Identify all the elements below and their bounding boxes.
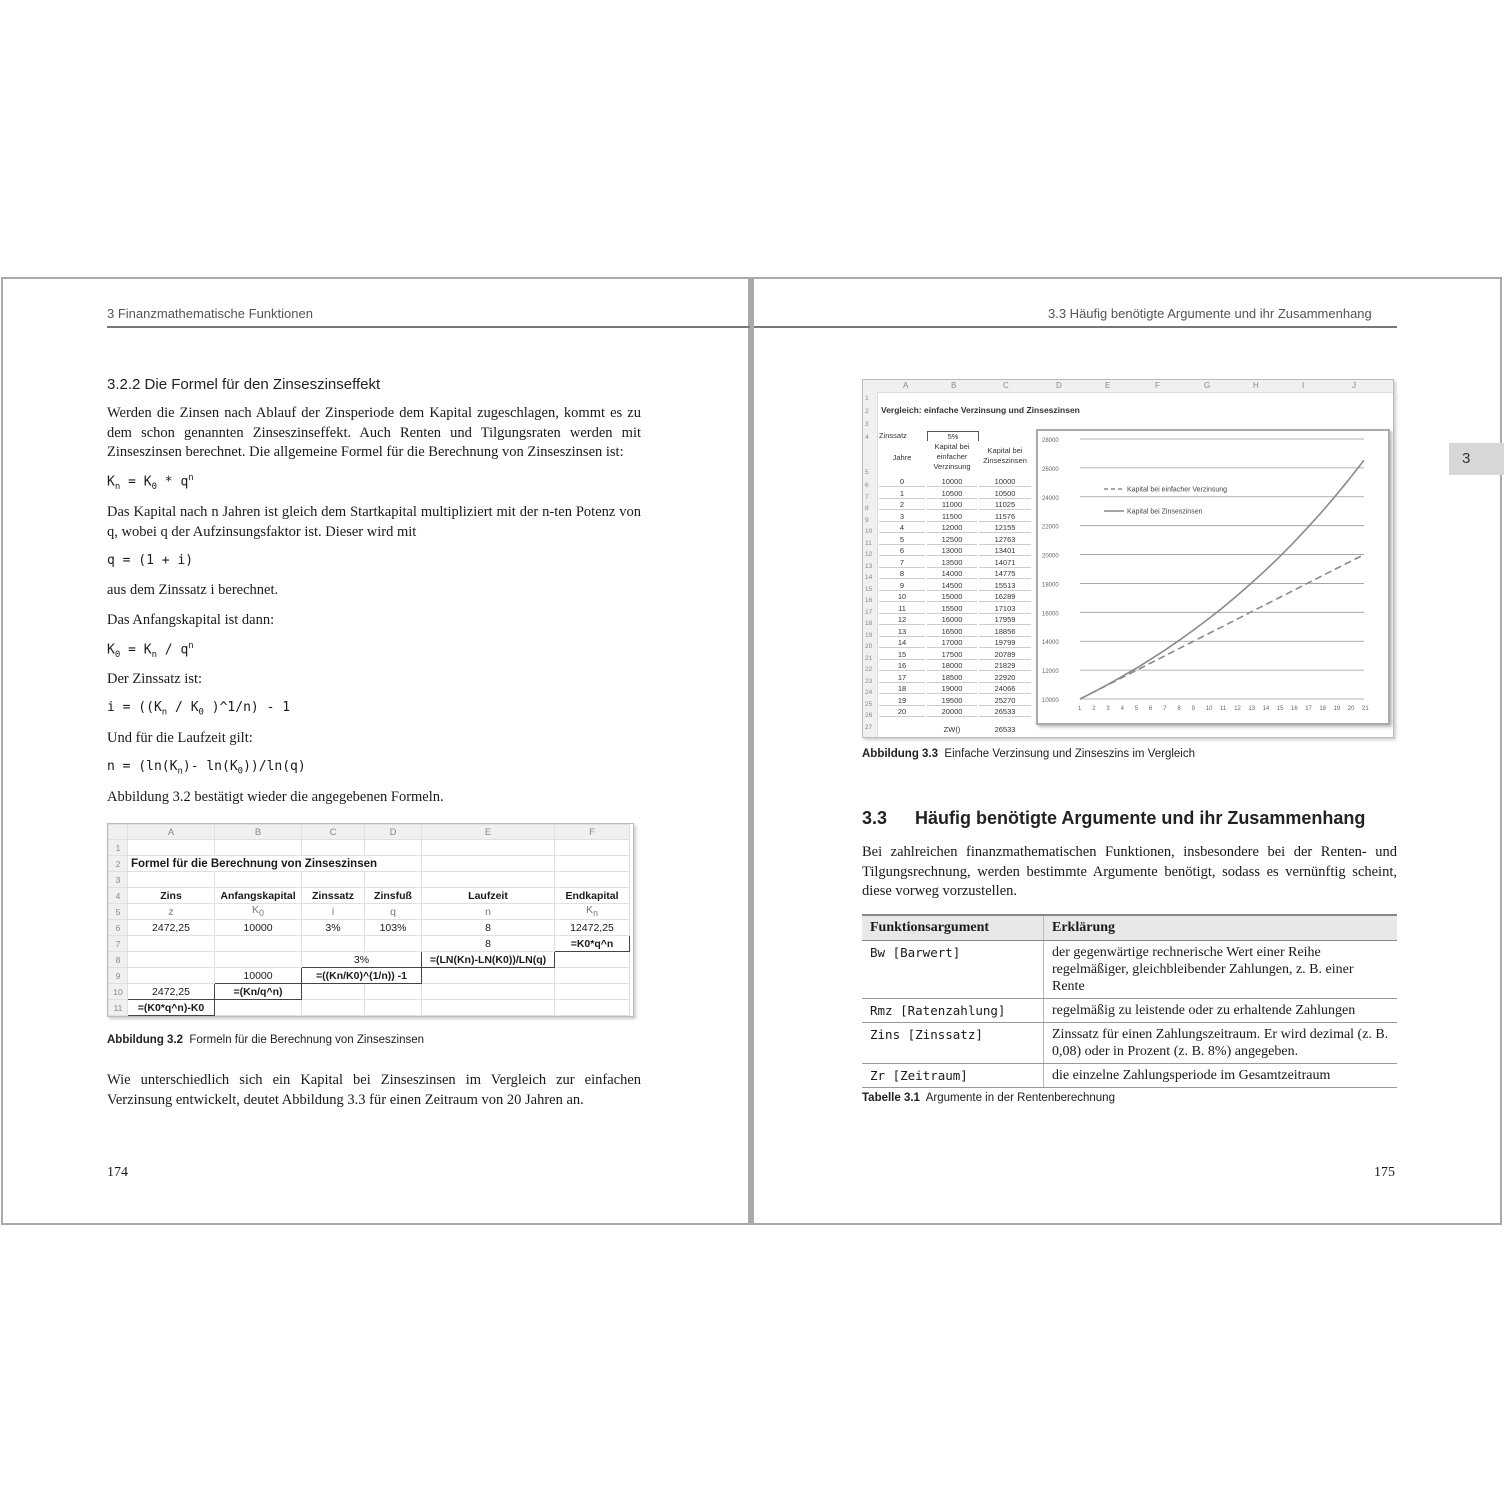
col-header: A bbox=[903, 381, 909, 390]
x-tick-label: 3 bbox=[1106, 706, 1110, 712]
table-cell: 19799 bbox=[979, 638, 1031, 648]
table-cell: 20000 bbox=[927, 707, 977, 717]
table-cell: 13 bbox=[879, 627, 925, 637]
table-cell: 18856 bbox=[979, 627, 1031, 637]
y-tick-label: 26000 bbox=[1042, 466, 1059, 473]
col-header: C bbox=[1003, 381, 1009, 390]
running-head-left: 3 Finanzmathematische Funktionen bbox=[107, 306, 313, 321]
y-tick-label: 16000 bbox=[1042, 611, 1059, 618]
table-cell: Rmz [Ratenzahlung] bbox=[862, 999, 1044, 1023]
symbol-cell: z bbox=[128, 904, 215, 920]
sheet-title: Vergleich: einfache Verzinsung und Zinseszinsen bbox=[881, 405, 1080, 415]
table-cell: 15000 bbox=[927, 592, 977, 602]
row-number: 20 bbox=[865, 643, 873, 650]
row-number: 25 bbox=[865, 700, 873, 708]
row-number: 23 bbox=[865, 677, 873, 685]
table-cell: 4 bbox=[879, 523, 925, 533]
table-cell: 22920 bbox=[979, 673, 1031, 683]
col-header: G bbox=[1204, 381, 1211, 390]
col-jahre: Jahre bbox=[892, 453, 912, 462]
x-tick-label: 15 bbox=[1276, 706, 1284, 712]
table-header: Funktionsargument bbox=[862, 915, 1044, 941]
x-tick-label: 4 bbox=[1120, 706, 1124, 712]
value-cell: 10000 bbox=[215, 920, 302, 936]
value-cell: 8 bbox=[422, 936, 555, 952]
table-cell: 14 bbox=[879, 638, 925, 648]
table-cell: 19 bbox=[879, 696, 925, 706]
x-tick-label: 6 bbox=[1149, 706, 1153, 712]
col-header: E bbox=[422, 825, 555, 840]
header-cell: Anfangskapital bbox=[215, 888, 302, 904]
section-heading-3-3: Häufig benötigte Argumente und ihr Zusammenhang bbox=[915, 808, 1366, 828]
table-cell: 13401 bbox=[979, 546, 1031, 556]
column-header-row bbox=[863, 380, 1393, 393]
legend-label: Kapital bei einfacher Verzinsung bbox=[1127, 486, 1228, 494]
table-cell: 24066 bbox=[979, 684, 1031, 694]
value-cell: 2472,25 bbox=[128, 984, 215, 1000]
symbol-cell: n bbox=[422, 904, 555, 920]
zinssatz-value: 5% bbox=[927, 431, 979, 441]
value-cell: 10000 bbox=[215, 968, 302, 984]
x-tick-label: 10 bbox=[1205, 706, 1213, 712]
header-cell: Zinssatz bbox=[302, 888, 365, 904]
formula-q: q = (1 + i) bbox=[107, 553, 194, 568]
x-tick-label: 14 bbox=[1262, 706, 1270, 712]
col-header: D bbox=[1056, 381, 1062, 390]
row-number: 5 bbox=[865, 469, 869, 476]
table-cell: 11025 bbox=[979, 500, 1031, 510]
col-header: I bbox=[1302, 381, 1305, 390]
formula-kn: $K_n = K_0 * q^n$ bbox=[107, 473, 194, 492]
spreadsheet-figure-3-2: A B C D E F 1 2 Formel für die Berechnung von Zinseszinsen 3 4 Zins Anfangskapital Zinssatz Zinsfuß Laufzeit Endkapital 5 z $K_0$ i q n $K_n$ 6 2472,25 10000 3% 103% 8 12472,25 7 8 =K0*q^n 8 3% =(LN(Kn)-LN(K0))/LN(q) 9 10000 =((Kn/K0)^(1/n)) -1 10 2472,25 =(Kn/q^n) 11 =(K0*q^n)-K0 bbox=[107, 823, 634, 1017]
figure-caption-3-2: Abbildung 3.2 Formeln für die Berechnung von Zinseszinsen bbox=[107, 1034, 425, 1046]
col-header: E bbox=[1105, 381, 1111, 390]
x-tick-label: 9 bbox=[1191, 706, 1195, 712]
row-number: 14 bbox=[865, 574, 873, 581]
table-cell: 18500 bbox=[927, 673, 977, 683]
table-cell: 13500 bbox=[927, 558, 977, 568]
table-cell: 15500 bbox=[927, 604, 977, 614]
table-cell: 12500 bbox=[927, 535, 977, 545]
table-cell: 25270 bbox=[979, 696, 1031, 706]
table-cell: 17000 bbox=[927, 638, 977, 648]
table-cell: die einzelne Zahlungsperiode im Gesamtzeitraum bbox=[1044, 1064, 1398, 1088]
y-tick-label: 20000 bbox=[1042, 553, 1059, 560]
row-number: 22 bbox=[865, 666, 873, 673]
col-header: J bbox=[1352, 381, 1356, 390]
value-cell: 103% bbox=[365, 920, 422, 936]
table-cell: 11000 bbox=[927, 500, 977, 510]
table-cell: 2 bbox=[879, 500, 925, 510]
table-cell: 20 bbox=[879, 707, 925, 717]
table-cell: 10 bbox=[879, 592, 925, 602]
row-number: 7 bbox=[865, 493, 869, 501]
value-cell: 12472,25 bbox=[555, 920, 630, 936]
chart-frame bbox=[1036, 429, 1390, 725]
y-tick-label: 28000 bbox=[1042, 438, 1059, 444]
table-cell: Bw [Barwert] bbox=[862, 941, 1044, 999]
table-cell: 6 bbox=[879, 546, 925, 556]
row-number: 19 bbox=[865, 631, 873, 639]
table-cell: 15 bbox=[879, 650, 925, 660]
table-cell: 20789 bbox=[979, 650, 1031, 660]
paragraph: Abbildung 3.2 bestätigt wieder die angegebenen Formeln. bbox=[107, 789, 444, 805]
row-number: 12 bbox=[865, 551, 873, 558]
formula-k0: $K_0 = K_n / q^n$ bbox=[107, 641, 194, 660]
paragraph: Werden die Zinsen nach Ablauf der Zinsperiode dem Kapital zugeschlagen, kommt es zu dem schon genannten Zinseszinseffekt. Auch Renten und Tilgungsraten werden mit Zinseszinsen berechnet. Die allgemeine Formel für die Berechnung von Zinseszinsen ist: bbox=[107, 405, 641, 460]
table-cell: 18000 bbox=[927, 661, 977, 671]
table-cell: Zr [Zeitraum] bbox=[862, 1064, 1044, 1088]
formula-cell: =(K0*q^n)-K0 bbox=[128, 1000, 215, 1016]
row-number: 6 bbox=[865, 482, 869, 489]
y-tick-label: 22000 bbox=[1042, 524, 1059, 531]
table-cell: 3 bbox=[879, 512, 925, 522]
y-tick-label: 12000 bbox=[1042, 669, 1059, 676]
section-heading-3-2-2: 3.2.2 Die Formel für den Zinseszinseffekt bbox=[107, 376, 381, 393]
table-cell: 1 bbox=[879, 489, 925, 499]
table-cell: 14071 bbox=[979, 558, 1031, 568]
x-tick-label: 2 bbox=[1092, 706, 1096, 712]
formula-cell: =K0*q^n bbox=[555, 936, 630, 952]
col-header: A bbox=[128, 825, 215, 840]
table-cell: 12155 bbox=[979, 523, 1031, 533]
value-cell: 8 bbox=[422, 920, 555, 936]
formula-i: $i = ((K_n / K_0$ )^1/n) - 1 bbox=[107, 700, 291, 718]
x-tick-label: 17 bbox=[1305, 706, 1312, 712]
paragraph: Und für die Laufzeit gilt: bbox=[107, 730, 253, 746]
x-tick-label: 20 bbox=[1347, 706, 1355, 712]
x-tick-label: 11 bbox=[1220, 706, 1227, 712]
x-tick-label: 13 bbox=[1248, 706, 1256, 712]
header-rule-right bbox=[754, 326, 1397, 328]
paragraph: Der Zinssatz ist: bbox=[107, 671, 203, 687]
col-header: C bbox=[302, 825, 365, 840]
row-number: 10 bbox=[865, 528, 873, 535]
zw-value: 26533 bbox=[994, 725, 1016, 734]
table-cell: 9 bbox=[879, 581, 925, 591]
x-tick-label: 16 bbox=[1291, 706, 1298, 712]
header-cell: Zinsfuß bbox=[365, 888, 422, 904]
table-cell: 17500 bbox=[927, 650, 977, 660]
table-cell: 26533 bbox=[979, 707, 1031, 717]
section-number-3-3: 3.3 bbox=[862, 808, 888, 828]
table-cell: 10000 bbox=[927, 477, 977, 487]
table-cell: 12 bbox=[879, 615, 925, 625]
table-caption-3-1: Tabelle 3.1 Argumente in der Rentenberechnung bbox=[862, 1092, 1115, 1104]
col-header: F bbox=[1155, 381, 1160, 390]
table-cell: Zins [Zinssatz] bbox=[862, 1023, 1044, 1064]
value-cell: 3% bbox=[302, 952, 422, 968]
sheet-title: Formel für die Berechnung von Zinseszinsen bbox=[128, 856, 422, 872]
table-cell: 0 bbox=[879, 477, 925, 487]
chapter-thumb-tab: 3 bbox=[1449, 443, 1504, 475]
y-tick-label: 24000 bbox=[1042, 495, 1059, 502]
paragraph: Wie unterschiedlich sich ein Kapital bei Zinseszinsen im Vergleich zur einfachen Verzinsung entwickelt, deutet Abbildung 3.3 für einen Zeitraum von 20 Jahren an. bbox=[107, 1072, 641, 1108]
row-number: 18 bbox=[865, 620, 873, 627]
symbol-cell: i bbox=[302, 904, 365, 920]
series-line-compound-interest bbox=[1080, 460, 1364, 699]
table-cell: 11 bbox=[879, 604, 925, 614]
zw-cell: ZW() bbox=[943, 725, 961, 734]
paragraph: Bei zahlreichen finanzmathematischen Funktionen, insbesondere bei der Renten- und Tilgungsrechnung, werden bestimmte Argumente benötigt, sodass es vernünftig scheint, diese vorweg vorzustellen. bbox=[862, 844, 1397, 899]
table-cell: regelmäßig zu leistende oder zu erhaltende Zahlungen bbox=[1044, 999, 1398, 1023]
row-number: 27 bbox=[865, 723, 873, 731]
row-number: 9 bbox=[865, 516, 869, 524]
symbol-cell: $K_0$ bbox=[215, 904, 302, 920]
table-row bbox=[862, 999, 1397, 1023]
header-cell: Endkapital bbox=[555, 888, 630, 904]
table-cell: 18 bbox=[879, 684, 925, 694]
table-cell: 8 bbox=[879, 569, 925, 579]
table-cell: 12763 bbox=[979, 535, 1031, 545]
table-cell: 11500 bbox=[927, 512, 977, 522]
line-chart bbox=[1038, 431, 1384, 719]
value-cell: 2472,25 bbox=[128, 920, 215, 936]
col-zinses: Kapital bei Zinseszinsen bbox=[983, 446, 1027, 465]
y-tick-label: 10000 bbox=[1042, 698, 1059, 704]
table-cell: 14500 bbox=[927, 581, 977, 591]
table-cell: 16289 bbox=[979, 592, 1031, 602]
arguments-table bbox=[862, 914, 1397, 1088]
header-rule-left bbox=[107, 326, 750, 328]
table-row bbox=[862, 1064, 1397, 1088]
book-gutter bbox=[748, 277, 754, 1225]
table-cell: 10500 bbox=[927, 489, 977, 499]
y-tick-label: 14000 bbox=[1042, 640, 1059, 647]
x-tick-label: 1 bbox=[1078, 706, 1082, 712]
table-cell: 11576 bbox=[979, 512, 1031, 522]
x-tick-label: 19 bbox=[1333, 706, 1341, 712]
table-cell: 19500 bbox=[927, 696, 977, 706]
row-number: 21 bbox=[865, 654, 873, 662]
table-cell: 15513 bbox=[979, 581, 1031, 591]
row-number: 15 bbox=[865, 585, 873, 593]
col-header: D bbox=[365, 825, 422, 840]
x-tick-label: 7 bbox=[1163, 706, 1167, 712]
table-cell: 7 bbox=[879, 558, 925, 568]
row-number: 24 bbox=[865, 689, 873, 696]
table-cell: 16000 bbox=[927, 615, 977, 625]
formula-n: $n = (\ln(K_n)-$ $\ln(K_0))/\ln(q)$ bbox=[107, 759, 306, 777]
series-line-simple-interest bbox=[1080, 555, 1364, 699]
formula-cell: =(Kn/q^n) bbox=[215, 984, 302, 1000]
page-number-right: 175 bbox=[1374, 1165, 1395, 1180]
row-number-column bbox=[863, 392, 878, 737]
x-tick-label: 8 bbox=[1177, 706, 1181, 712]
table-cell: Zinssatz für einen Zahlungszeitraum. Er wird dezimal (z. B. 0,08) oder in Prozent (z. B. 8%) angegeben. bbox=[1044, 1023, 1398, 1064]
formula-cell: =((Kn/K0)^(1/n)) -1 bbox=[302, 968, 422, 984]
table-cell: 17 bbox=[879, 673, 925, 683]
row-number: 16 bbox=[865, 597, 873, 604]
table-cell: 16500 bbox=[927, 627, 977, 637]
table-cell: 13000 bbox=[927, 546, 977, 556]
table-cell: 14775 bbox=[979, 569, 1031, 579]
col-header: B bbox=[215, 825, 302, 840]
x-tick-label: 12 bbox=[1234, 706, 1241, 712]
zinssatz-label: Zinssatz bbox=[879, 431, 907, 440]
table-cell: 21829 bbox=[979, 661, 1031, 671]
x-tick-label: 21 bbox=[1362, 706, 1369, 712]
row-number: 13 bbox=[865, 562, 873, 570]
table-cell: 14000 bbox=[927, 569, 977, 579]
row-number: 1 bbox=[865, 395, 869, 402]
row-number: 3 bbox=[865, 421, 869, 428]
row-number: 17 bbox=[865, 608, 873, 616]
header-cell: Zins bbox=[128, 888, 215, 904]
row-number: 11 bbox=[865, 539, 872, 547]
table-cell: 10000 bbox=[979, 477, 1031, 487]
row-number: 2 bbox=[865, 408, 869, 415]
paragraph: Das Kapital nach n Jahren ist gleich dem Startkapital multipliziert mit der n-ten Potenz von q, wobei q der Aufzinsungsfaktor ist. Dieser wird mit bbox=[107, 504, 641, 540]
table-cell: 5 bbox=[879, 535, 925, 545]
formula-cell: =(LN(Kn)-LN(K0))/LN(q) bbox=[422, 952, 555, 968]
y-tick-label: 18000 bbox=[1042, 582, 1059, 589]
paragraph: aus dem Zinssatz i berechnet. bbox=[107, 582, 279, 598]
table-row bbox=[862, 1023, 1397, 1064]
symbol-cell: $K_n$ bbox=[555, 904, 630, 920]
table-row bbox=[862, 941, 1397, 999]
row-number: 4 bbox=[865, 434, 869, 441]
table-cell: 16 bbox=[879, 661, 925, 671]
col-header: B bbox=[951, 381, 957, 390]
row-number: 26 bbox=[865, 712, 873, 719]
table-cell: der gegenwärtige rechnerische Wert einer Reihe regelmäßiger, gleichbleibender Zahlungen, z. B. einer Rente bbox=[1044, 941, 1398, 999]
symbol-cell: q bbox=[365, 904, 422, 920]
table-cell: 19000 bbox=[927, 684, 977, 694]
table-header: Erklärung bbox=[1044, 915, 1398, 941]
x-tick-label: 5 bbox=[1134, 706, 1139, 712]
col-header: F bbox=[555, 825, 630, 840]
col-header: H bbox=[1253, 381, 1259, 390]
table-cell: 17959 bbox=[979, 615, 1031, 625]
running-head-right: 3.3 Häufig benötigte Argumente und ihr Zusammenhang bbox=[1048, 306, 1372, 321]
row-number: 8 bbox=[865, 505, 869, 512]
figure-caption-3-3: Abbildung 3.3 Einfache Verzinsung und Zinseszins im Vergleich bbox=[862, 748, 1196, 760]
col-einfach: Kapital bei einfacher Verzinsung bbox=[933, 442, 971, 471]
table-cell: 12000 bbox=[927, 523, 977, 533]
legend-label: Kapital bei Zinseszinsen bbox=[1127, 508, 1203, 516]
value-cell: 3% bbox=[302, 920, 365, 936]
x-tick-label: 18 bbox=[1319, 706, 1327, 712]
paragraph: Das Anfangskapital ist dann: bbox=[107, 612, 275, 628]
table-cell: 10500 bbox=[979, 489, 1031, 499]
page-number-left: 174 bbox=[107, 1165, 128, 1180]
table-cell: 17103 bbox=[979, 604, 1031, 614]
header-cell: Laufzeit bbox=[422, 888, 555, 904]
